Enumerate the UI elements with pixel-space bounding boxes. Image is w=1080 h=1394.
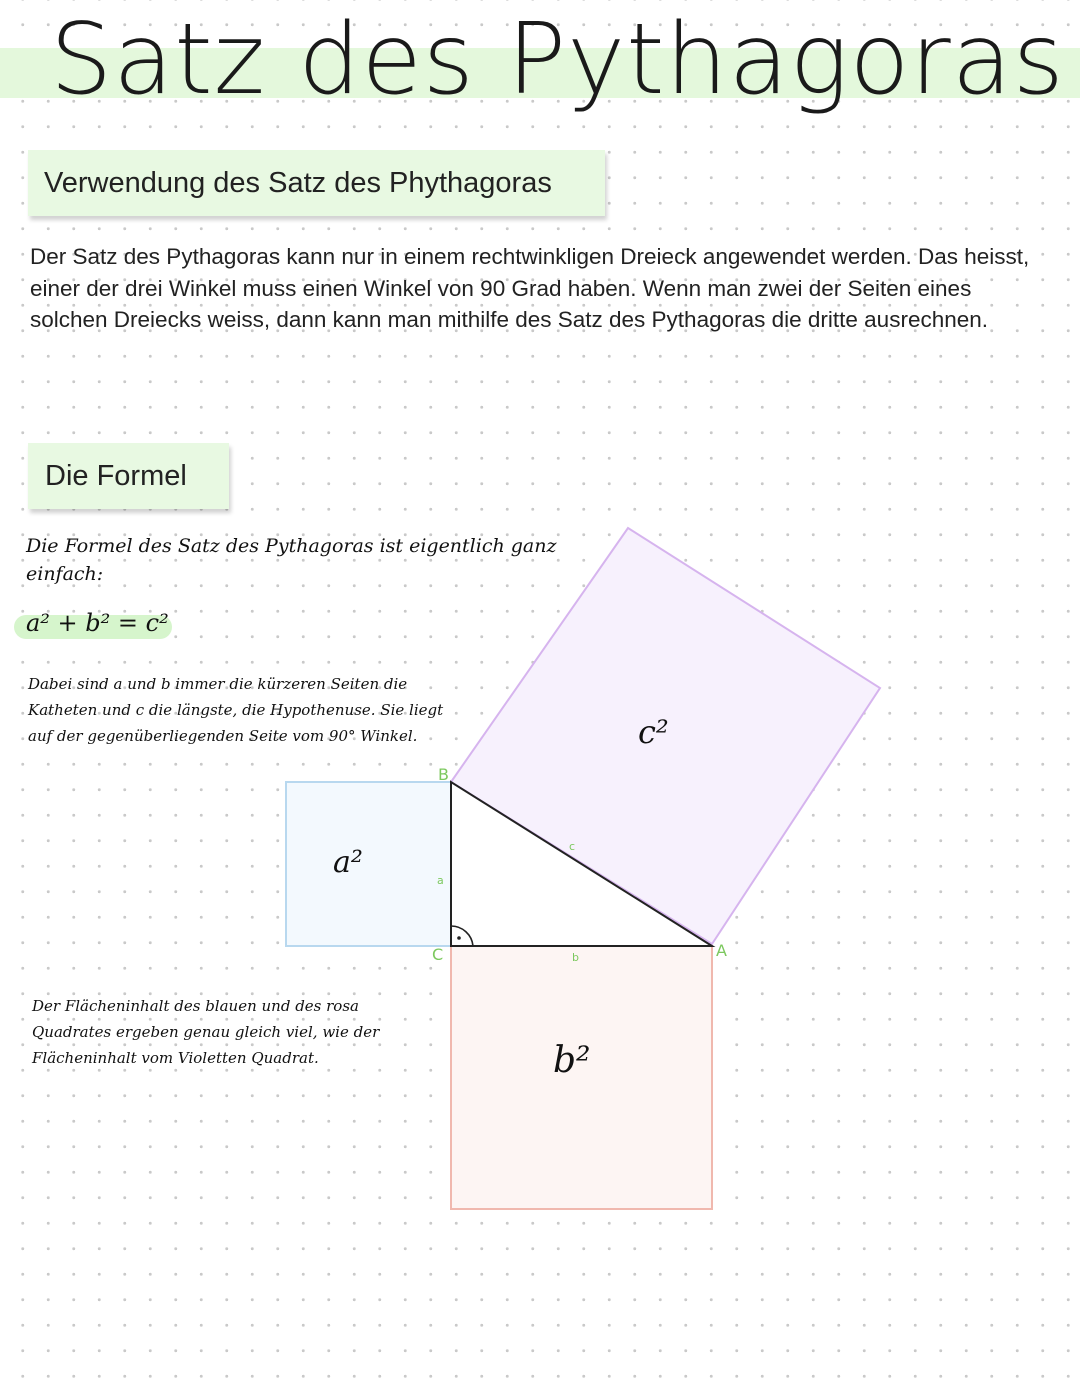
- vertex-c-label: C: [432, 945, 444, 964]
- usage-paragraph: Der Satz des Pythagoras kann nur in einem rechtwinkligen Dreieck angewendet werden. Das heisst, einer der drei Winkel muss einen Winkel von 90 Grad haben. Wenn man zwei der Seiten eines solchen Dreiecks weiss, dann kann man mithilfe des Satz des Pythagoras die dritte ausrechnen.: [30, 244, 1030, 332]
- square-a-label: a²: [333, 845, 363, 880]
- right-angle-dot: [457, 936, 461, 940]
- square-b-label: b²: [553, 1040, 591, 1081]
- vertex-a-label: A: [716, 941, 727, 960]
- formula: a² + b² = c²: [26, 609, 169, 637]
- page-title: Satz des Pythagoras: [50, 3, 1065, 117]
- explanation-text: Dabei sind a und b immer die kürzeren Seiten die Katheten und c die längste, die Hypothenuse. Sie liegt auf der gegenüberliegenden Seite vom 90° Winkel.: [28, 675, 444, 745]
- side-a-label: a: [437, 874, 444, 887]
- side-b-label: b: [572, 951, 579, 964]
- section-heading-formula: Die Formel: [28, 443, 229, 509]
- side-c-label: c: [569, 840, 576, 853]
- section-heading-usage: Verwendung des Satz des Phythagoras: [28, 150, 605, 216]
- square-a: [286, 782, 451, 946]
- area-note-text: Der Flächeninhalt des blauen und des rosa Quadrates ergeben genau gleich viel, wie der Flächeninhalt vom Violetten Quadrat.: [32, 997, 380, 1067]
- square-c-label: c²: [638, 713, 669, 751]
- formula-intro-text: Die Formel des Satz des Pythagoras ist eigentlich ganz einfach:: [26, 535, 557, 585]
- vertex-b-label: B: [438, 765, 449, 784]
